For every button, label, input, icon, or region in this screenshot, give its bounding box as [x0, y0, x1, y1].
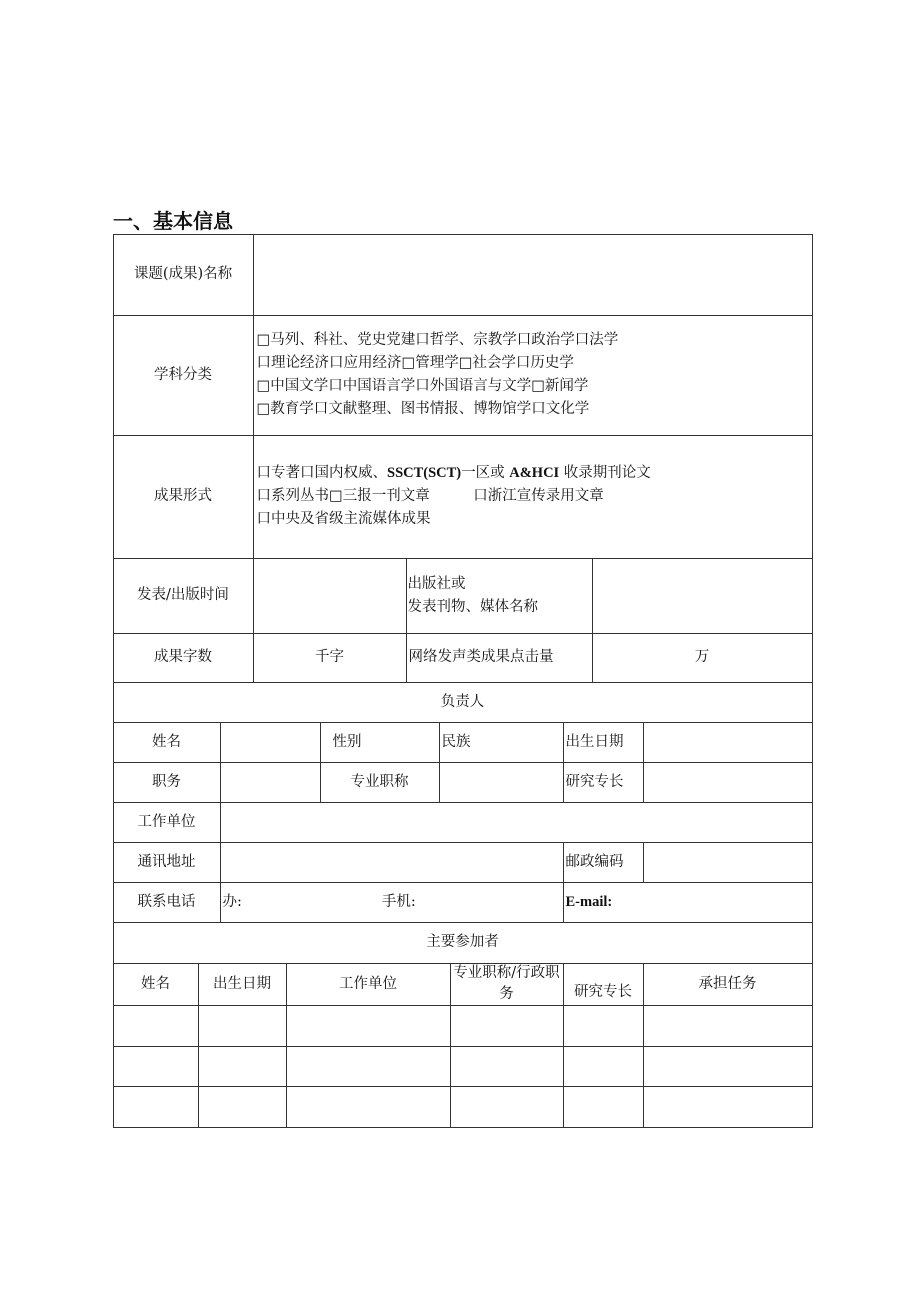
- participant-cell[interactable]: [643, 1086, 813, 1128]
- participant-col-header: 专业职称/行政职务: [450, 963, 564, 1006]
- leader-header: 负责人: [113, 682, 813, 723]
- work-unit-label: 工作单位: [113, 802, 221, 843]
- form-line[interactable]: 口系列丛书□三报一刊文章 口浙江宣传录用文章: [256, 488, 604, 504]
- publisher-field[interactable]: [592, 558, 813, 634]
- subject-line[interactable]: □马列、科社、党史党建口哲学、宗教学口政治学口法学: [256, 332, 619, 348]
- name-label: 姓名: [113, 722, 221, 763]
- email-field[interactable]: E-mail:: [563, 882, 813, 923]
- participant-cell[interactable]: [563, 1046, 644, 1087]
- word-count-label: 成果字数: [113, 633, 254, 683]
- form-options[interactable]: [253, 435, 813, 559]
- participant-cell[interactable]: [198, 1005, 287, 1047]
- work-unit-field[interactable]: [220, 802, 813, 843]
- birth-label: 出生日期: [563, 722, 644, 763]
- form-text: SSCT(SCT): [387, 465, 462, 481]
- section-title: 一、基本信息: [113, 209, 233, 233]
- title-label: 专业职称: [320, 762, 440, 803]
- form-text: 一区或: [461, 465, 510, 481]
- clicks-label: 网络发声类成果点击量: [406, 633, 593, 683]
- participant-cell[interactable]: [286, 1046, 451, 1087]
- position-field[interactable]: [220, 762, 321, 803]
- project-name-label: 课题(成果)名称: [113, 234, 254, 316]
- pub-time-field[interactable]: [253, 558, 407, 634]
- pub-time-label: 发表/出版时间: [113, 558, 254, 634]
- participant-cell[interactable]: [113, 1086, 199, 1128]
- gender-label[interactable]: 性别: [320, 722, 440, 763]
- participant-cell[interactable]: [643, 1046, 813, 1087]
- participants-header: 主要参加者: [113, 922, 813, 964]
- form-label: 成果形式: [113, 435, 254, 559]
- participant-col-header: 承担任务: [643, 963, 813, 1006]
- subject-line[interactable]: □中国文学口中国语言学口外国语言与文学□新闻学: [256, 378, 589, 394]
- participant-col-header: 姓名: [113, 963, 199, 1006]
- name-field[interactable]: [220, 722, 321, 763]
- specialty-label: 研究专长: [563, 762, 644, 803]
- office-label: 办:: [222, 893, 242, 910]
- position-label: 职务: [113, 762, 221, 803]
- postcode-field[interactable]: [643, 842, 813, 883]
- participant-cell[interactable]: [450, 1005, 564, 1047]
- participant-cell[interactable]: [198, 1086, 287, 1128]
- participant-cell[interactable]: [563, 1086, 644, 1128]
- specialty-field[interactable]: [643, 762, 813, 803]
- subject-line[interactable]: □教育学口文献整理、图书情报、博物馆学口文化学: [256, 401, 590, 417]
- phone-label: 联系电话: [113, 882, 221, 923]
- subject-line[interactable]: 口理论经济口应用经济□管理学□社会学口历史学: [256, 355, 574, 371]
- participant-cell[interactable]: [113, 1046, 199, 1087]
- form-text: 口专著口国内权威、: [256, 465, 387, 481]
- participant-cell[interactable]: [286, 1005, 451, 1047]
- word-count-field[interactable]: 千字: [253, 633, 407, 683]
- title-field[interactable]: [439, 762, 564, 803]
- participant-cell[interactable]: [198, 1046, 287, 1087]
- participant-col-header: 出生日期: [198, 963, 287, 1006]
- participant-cell[interactable]: [286, 1086, 451, 1128]
- form-text: 收录期刊论文: [559, 465, 651, 481]
- form-line[interactable]: 口中央及省级主流媒体成果: [256, 511, 431, 527]
- form-line[interactable]: [257, 462, 651, 485]
- form-text: A&HCI: [509, 465, 560, 481]
- birth-field[interactable]: [643, 722, 813, 763]
- participant-cell[interactable]: [450, 1046, 564, 1087]
- publisher-label-line: 发表刊物、媒体名称: [407, 598, 538, 615]
- participant-col-header: 研究专长: [563, 963, 644, 1006]
- participant-cell[interactable]: [643, 1005, 813, 1047]
- mobile-label: 手机:: [381, 893, 416, 910]
- participant-cell[interactable]: [450, 1086, 564, 1128]
- participant-cell[interactable]: [113, 1005, 199, 1047]
- address-label: 通讯地址: [113, 842, 221, 883]
- participant-col-header: 工作单位: [286, 963, 451, 1006]
- clicks-field[interactable]: 万: [592, 633, 813, 683]
- phone-field[interactable]: [220, 882, 564, 923]
- postcode-label: 邮政编码: [563, 842, 644, 883]
- publisher-label-line: 出版社或: [407, 575, 466, 592]
- subject-label: 学科分类: [113, 315, 254, 436]
- subject-options[interactable]: [253, 315, 813, 436]
- address-field[interactable]: [220, 842, 564, 883]
- publisher-label: [406, 558, 593, 634]
- project-name-field[interactable]: [253, 234, 813, 316]
- participant-cell[interactable]: [563, 1005, 644, 1047]
- ethnicity-label[interactable]: 民族: [439, 722, 564, 763]
